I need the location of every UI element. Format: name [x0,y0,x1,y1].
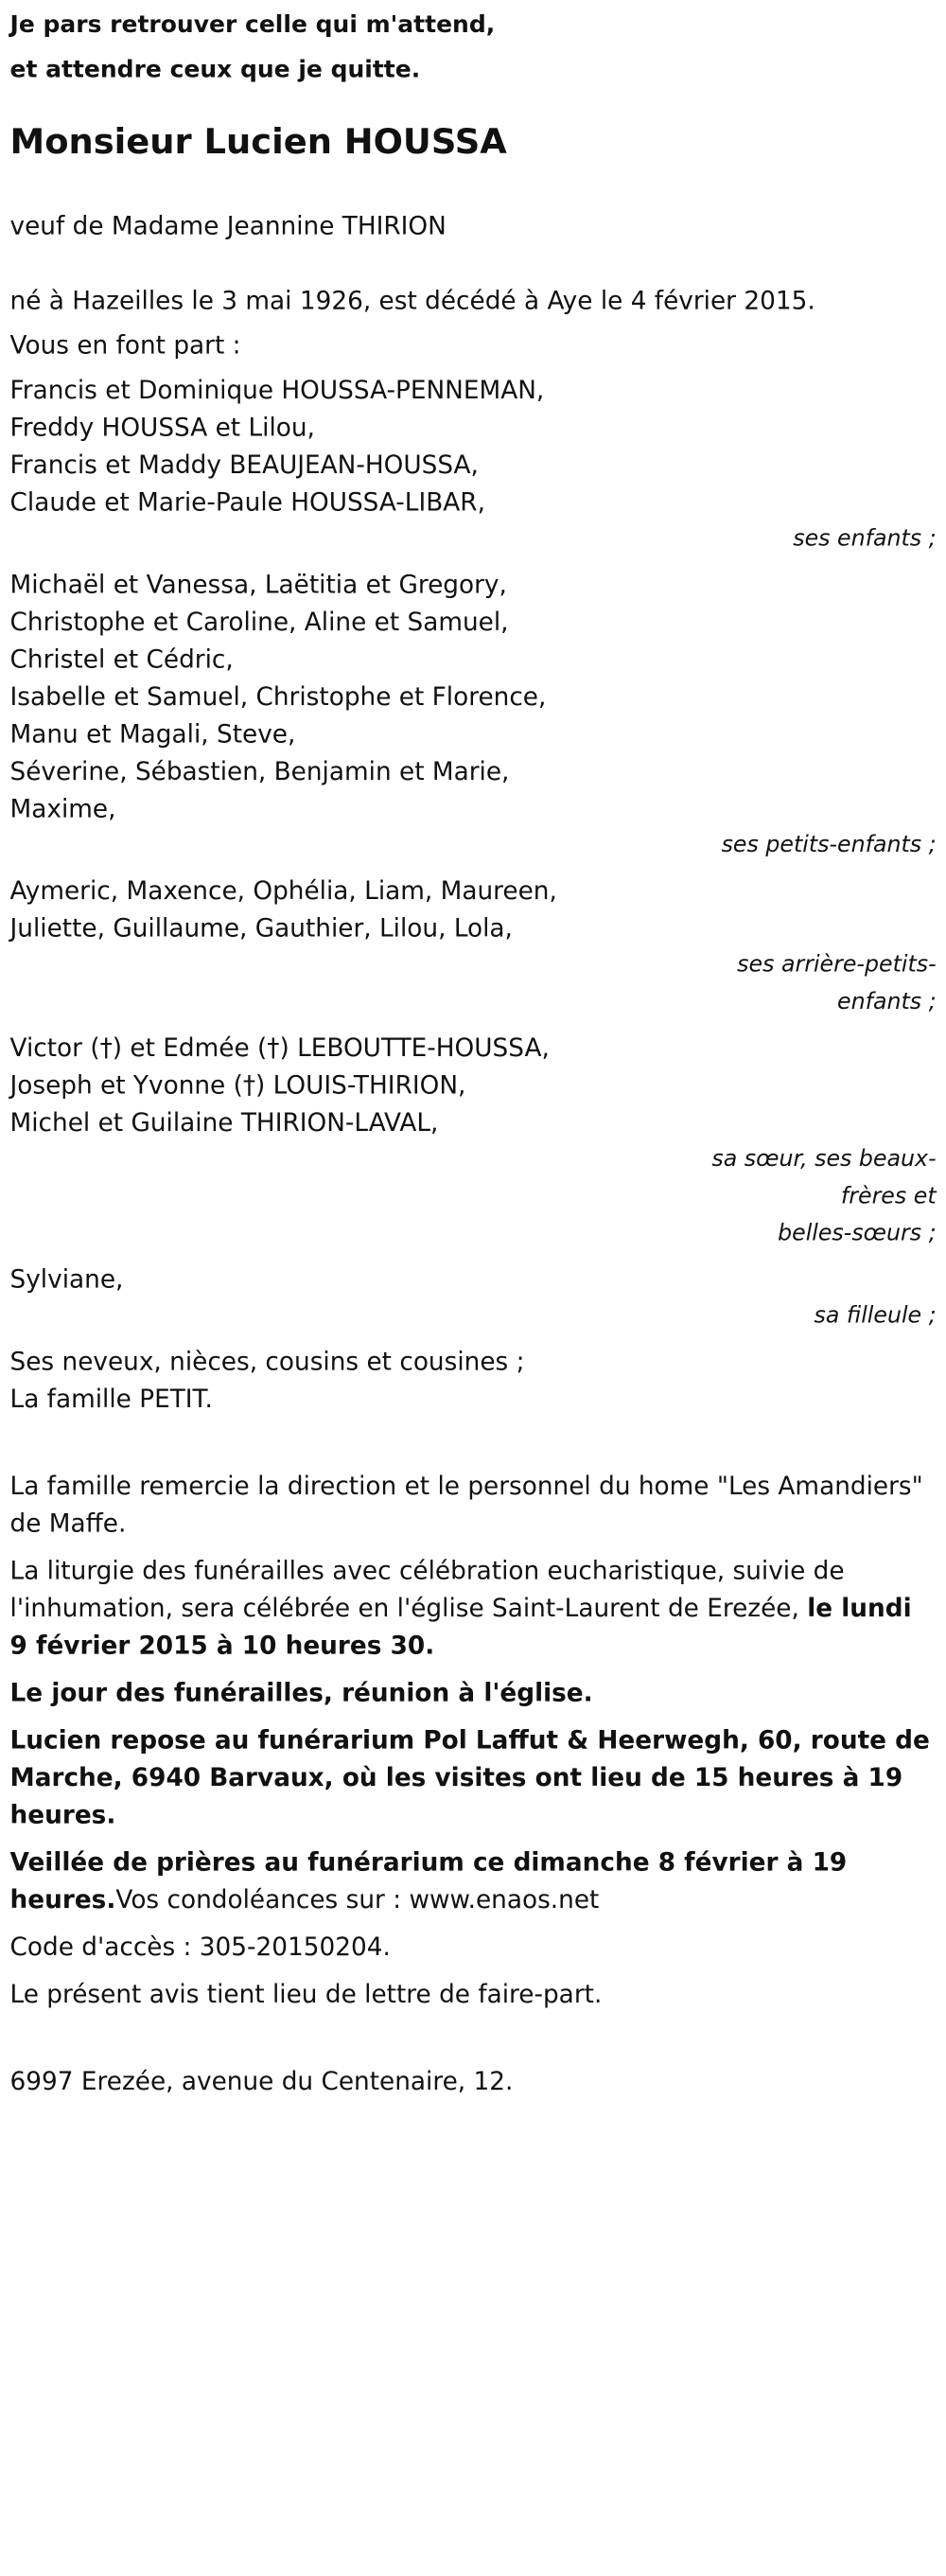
meeting-line: Le jour des funérailles, réunion à l'église. [9,1677,593,1708]
liturgy-date: le lundi 9 février 2015 à 10 heures 30. [9,1593,912,1661]
siblings-role-line-2: frères et [840,1183,937,1209]
rest-paragraph: Lucien repose au funérarium Pol Laffut & Heerwegh, 60, route de Marche, 6940 Barvaux, où les visites ont lieu de 15 heures à 19 heures. [9,1724,930,1830]
great-grandchildren-role-line-1: ses arrière-petits- [737,951,937,979]
access-code-line: Code d'accès : 305-20150204. [9,1932,391,1962]
goddaughter-role: sa filleule ; [814,1302,937,1330]
announce-line: Vous en font part : [9,329,241,361]
obituary-column [10,0,937,2100]
siblings-group [10,1029,937,1253]
thanks-paragraph: La famille remercie la direction et le personnel du home "Les Amandiers" de Maffe. [9,1471,923,1539]
deceased-name: Monsieur Lucien HOUSSA [9,120,507,163]
family-petit-line: La famille PETIT. [9,1384,213,1414]
grandchild-line: Christophe et Caroline, Aline et Samuel, [9,606,509,637]
goddaughter-name: Sylviane, [9,1263,124,1295]
child-line: Claude et Marie-Paule HOUSSA-LIBAR, [9,486,485,518]
child-line: Francis et Dominique HOUSSA-PENNEMAN, [9,375,545,405]
great-grandchildren-group [10,872,937,1021]
address-line: 6997 Erezée, avenue du Centenaire, 12. [9,2066,514,2096]
siblings-role-line-1: sa sœur, ses beaux- [711,1145,937,1173]
liturgy-paragraph [10,1552,937,1664]
sibling-line: Victor (†) et Edmée (†) LEBOUTTE-HOUSSA, [9,1032,550,1063]
vigil-paragraph [10,1844,937,1918]
grandchild-line: Christel et Cédric, [9,644,234,674]
epitaph-quote [10,3,937,93]
grandchild-line: Maxime, [9,793,116,823]
liturgy-text: La liturgie des funérailles avec célébration eucharistique, suivie de l'inhumation, sera célébrée en l'église Saint-Laurent de Erezée, [9,1555,845,1623]
grandchildren-role: ses petits-enfants ; [721,832,937,858]
child-line: Francis et Maddy BEAUJEAN-HOUSSA, [9,450,479,480]
grandchild-line: Isabelle et Samuel, Christophe et Florence, [9,680,547,712]
goddaughter-group [10,1261,937,1335]
quote-line-1: Je pars retrouver celle qui m'attend, [9,10,496,39]
grandchild-line: Manu et Magali, Steve, [9,718,296,749]
great-grandchild-line: Aymeric, Maxence, Ophélia, Liam, Maureen, [9,875,557,906]
great-grandchild-line: Juliette, Guillaume, Gauthier, Lilou, Lola, [9,912,513,944]
sibling-line: Michel et Guilaine THIRION-LAVAL, [9,1106,439,1138]
relatives-line: Ses neveux, nièces, cousins et cousines ; [9,1346,525,1377]
quote-line-2: et attendre ceux que je quitte. [9,56,421,84]
condolences-text: Vos condoléances sur : www.enaos.net [115,1884,600,1914]
vigil-text: Veillée de prières au funérarium ce dimanche 8 février à 19 heures. [9,1846,848,1914]
grandchild-line: Michaël et Vanessa, Laëtitia et Gregory, [9,569,507,599]
notice-line: Le présent avis tient lieu de lettre de faire-part. [9,1979,603,2009]
widower-line: veuf de Madame Jeannine THIRION [9,210,447,240]
child-line: Freddy HOUSSA et Lilou, [9,412,315,443]
sibling-line: Joseph et Yvonne (†) LOUIS-THIRION, [9,1069,466,1101]
children-role: ses enfants ; [793,525,937,552]
grandchild-line: Séverine, Sébastien, Benjamin et Marie, [9,755,510,786]
children-group [10,371,937,557]
great-grandchildren-role-line-2: enfants ; [837,988,937,1015]
grandchildren-group [10,565,937,864]
others-group [10,1343,937,1418]
birth-death-line: né à Hazeilles le 3 mai 1926, est décédé à Aye le 4 février 2015. [9,285,815,315]
siblings-role-line-3: belles-sœurs ; [778,1220,937,1247]
